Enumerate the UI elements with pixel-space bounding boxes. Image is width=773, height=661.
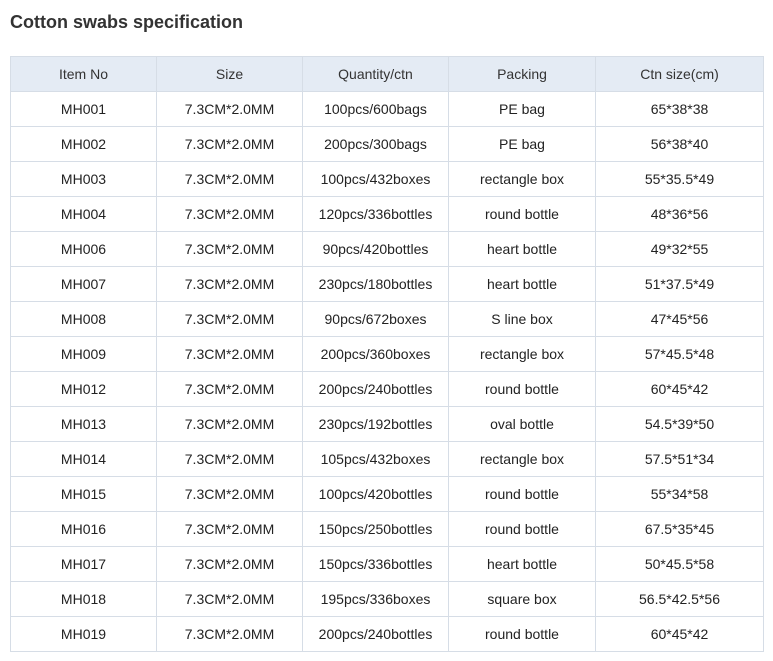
ctn-size-cell: 55*35.5*49	[596, 162, 764, 197]
ctn-size-cell: 47*45*56	[596, 302, 764, 337]
size-cell: 7.3CM*2.0MM	[157, 92, 303, 127]
packing-cell: heart bottle	[449, 547, 596, 582]
table-header-row	[11, 57, 764, 92]
quantity-cell: 200pcs/360boxes	[303, 337, 449, 372]
quantity-cell: 150pcs/250bottles	[303, 512, 449, 547]
packing-cell: round bottle	[449, 477, 596, 512]
item-no-cell: MH007	[11, 267, 157, 302]
ctn-size-cell: 57.5*51*34	[596, 442, 764, 477]
ctn-size-cell: 56*38*40	[596, 127, 764, 162]
size-cell: 7.3CM*2.0MM	[157, 442, 303, 477]
packing-cell: round bottle	[449, 617, 596, 652]
ctn-size-cell: 60*45*42	[596, 617, 764, 652]
item-no-cell: MH019	[11, 617, 157, 652]
packing-cell: rectangle box	[449, 162, 596, 197]
packing-cell: heart bottle	[449, 232, 596, 267]
packing-cell: PE bag	[449, 92, 596, 127]
table-row	[11, 407, 764, 442]
ctn-size-cell: 51*37.5*49	[596, 267, 764, 302]
table-row	[11, 127, 764, 162]
quantity-cell: 120pcs/336bottles	[303, 197, 449, 232]
packing-cell: rectangle box	[449, 442, 596, 477]
table-row	[11, 302, 764, 337]
size-cell: 7.3CM*2.0MM	[157, 337, 303, 372]
quantity-cell: 230pcs/192bottles	[303, 407, 449, 442]
ctn-size-cell: 67.5*35*45	[596, 512, 764, 547]
item-no-cell: MH004	[11, 197, 157, 232]
size-cell: 7.3CM*2.0MM	[157, 477, 303, 512]
packing-cell: round bottle	[449, 512, 596, 547]
item-no-cell: MH017	[11, 547, 157, 582]
table-row	[11, 617, 764, 652]
packing-cell: heart bottle	[449, 267, 596, 302]
quantity-cell: 200pcs/300bags	[303, 127, 449, 162]
table-row	[11, 197, 764, 232]
item-no-cell: MH003	[11, 162, 157, 197]
item-no-cell: MH015	[11, 477, 157, 512]
quantity-cell: 195pcs/336boxes	[303, 582, 449, 617]
quantity-cell: 90pcs/672boxes	[303, 302, 449, 337]
page-title: Cotton swabs specification	[10, 12, 244, 32]
size-cell: 7.3CM*2.0MM	[157, 547, 303, 582]
packing-cell: square box	[449, 582, 596, 617]
item-no-cell: MH009	[11, 337, 157, 372]
ctn-size-cell: 65*38*38	[596, 92, 764, 127]
column-header-item-no: Item No	[11, 57, 157, 92]
spec-table	[10, 56, 764, 652]
item-no-cell: MH018	[11, 582, 157, 617]
size-cell: 7.3CM*2.0MM	[157, 302, 303, 337]
quantity-cell: 105pcs/432boxes	[303, 442, 449, 477]
ctn-size-cell: 50*45.5*58	[596, 547, 764, 582]
size-cell: 7.3CM*2.0MM	[157, 512, 303, 547]
table-row	[11, 337, 764, 372]
ctn-size-cell: 56.5*42.5*56	[596, 582, 764, 617]
table-header	[11, 57, 764, 92]
quantity-cell: 200pcs/240bottles	[303, 617, 449, 652]
packing-cell: rectangle box	[449, 337, 596, 372]
item-no-cell: MH014	[11, 442, 157, 477]
item-no-cell: MH006	[11, 232, 157, 267]
ctn-size-cell: 54.5*39*50	[596, 407, 764, 442]
table-row	[11, 162, 764, 197]
table-row	[11, 512, 764, 547]
column-header-quantity: Quantity/ctn	[303, 57, 449, 92]
quantity-cell: 200pcs/240bottles	[303, 372, 449, 407]
quantity-cell: 90pcs/420bottles	[303, 232, 449, 267]
item-no-cell: MH002	[11, 127, 157, 162]
table-row	[11, 477, 764, 512]
packing-cell: oval bottle	[449, 407, 596, 442]
packing-cell: S line box	[449, 302, 596, 337]
table-row	[11, 547, 764, 582]
quantity-cell: 100pcs/600bags	[303, 92, 449, 127]
size-cell: 7.3CM*2.0MM	[157, 617, 303, 652]
table-row	[11, 442, 764, 477]
size-cell: 7.3CM*2.0MM	[157, 162, 303, 197]
table-row	[11, 372, 764, 407]
table-row	[11, 582, 764, 617]
item-no-cell: MH001	[11, 92, 157, 127]
item-no-cell: MH012	[11, 372, 157, 407]
packing-cell: PE bag	[449, 127, 596, 162]
ctn-size-cell: 60*45*42	[596, 372, 764, 407]
table-row	[11, 92, 764, 127]
size-cell: 7.3CM*2.0MM	[157, 582, 303, 617]
size-cell: 7.3CM*2.0MM	[157, 407, 303, 442]
item-no-cell: MH008	[11, 302, 157, 337]
quantity-cell: 150pcs/336bottles	[303, 547, 449, 582]
size-cell: 7.3CM*2.0MM	[157, 197, 303, 232]
column-header-size: Size	[157, 57, 303, 92]
quantity-cell: 230pcs/180bottles	[303, 267, 449, 302]
ctn-size-cell: 48*36*56	[596, 197, 764, 232]
table-body	[11, 92, 764, 652]
ctn-size-cell: 49*32*55	[596, 232, 764, 267]
ctn-size-cell: 57*45.5*48	[596, 337, 764, 372]
item-no-cell: MH013	[11, 407, 157, 442]
size-cell: 7.3CM*2.0MM	[157, 232, 303, 267]
packing-cell: round bottle	[449, 372, 596, 407]
size-cell: 7.3CM*2.0MM	[157, 267, 303, 302]
ctn-size-cell: 55*34*58	[596, 477, 764, 512]
size-cell: 7.3CM*2.0MM	[157, 372, 303, 407]
quantity-cell: 100pcs/432boxes	[303, 162, 449, 197]
table-row	[11, 267, 764, 302]
packing-cell: round bottle	[449, 197, 596, 232]
size-cell: 7.3CM*2.0MM	[157, 127, 303, 162]
item-no-cell: MH016	[11, 512, 157, 547]
column-header-packing: Packing	[449, 57, 596, 92]
table-row	[11, 232, 764, 267]
column-header-ctn-size: Ctn size(cm)	[596, 57, 764, 92]
quantity-cell: 100pcs/420bottles	[303, 477, 449, 512]
